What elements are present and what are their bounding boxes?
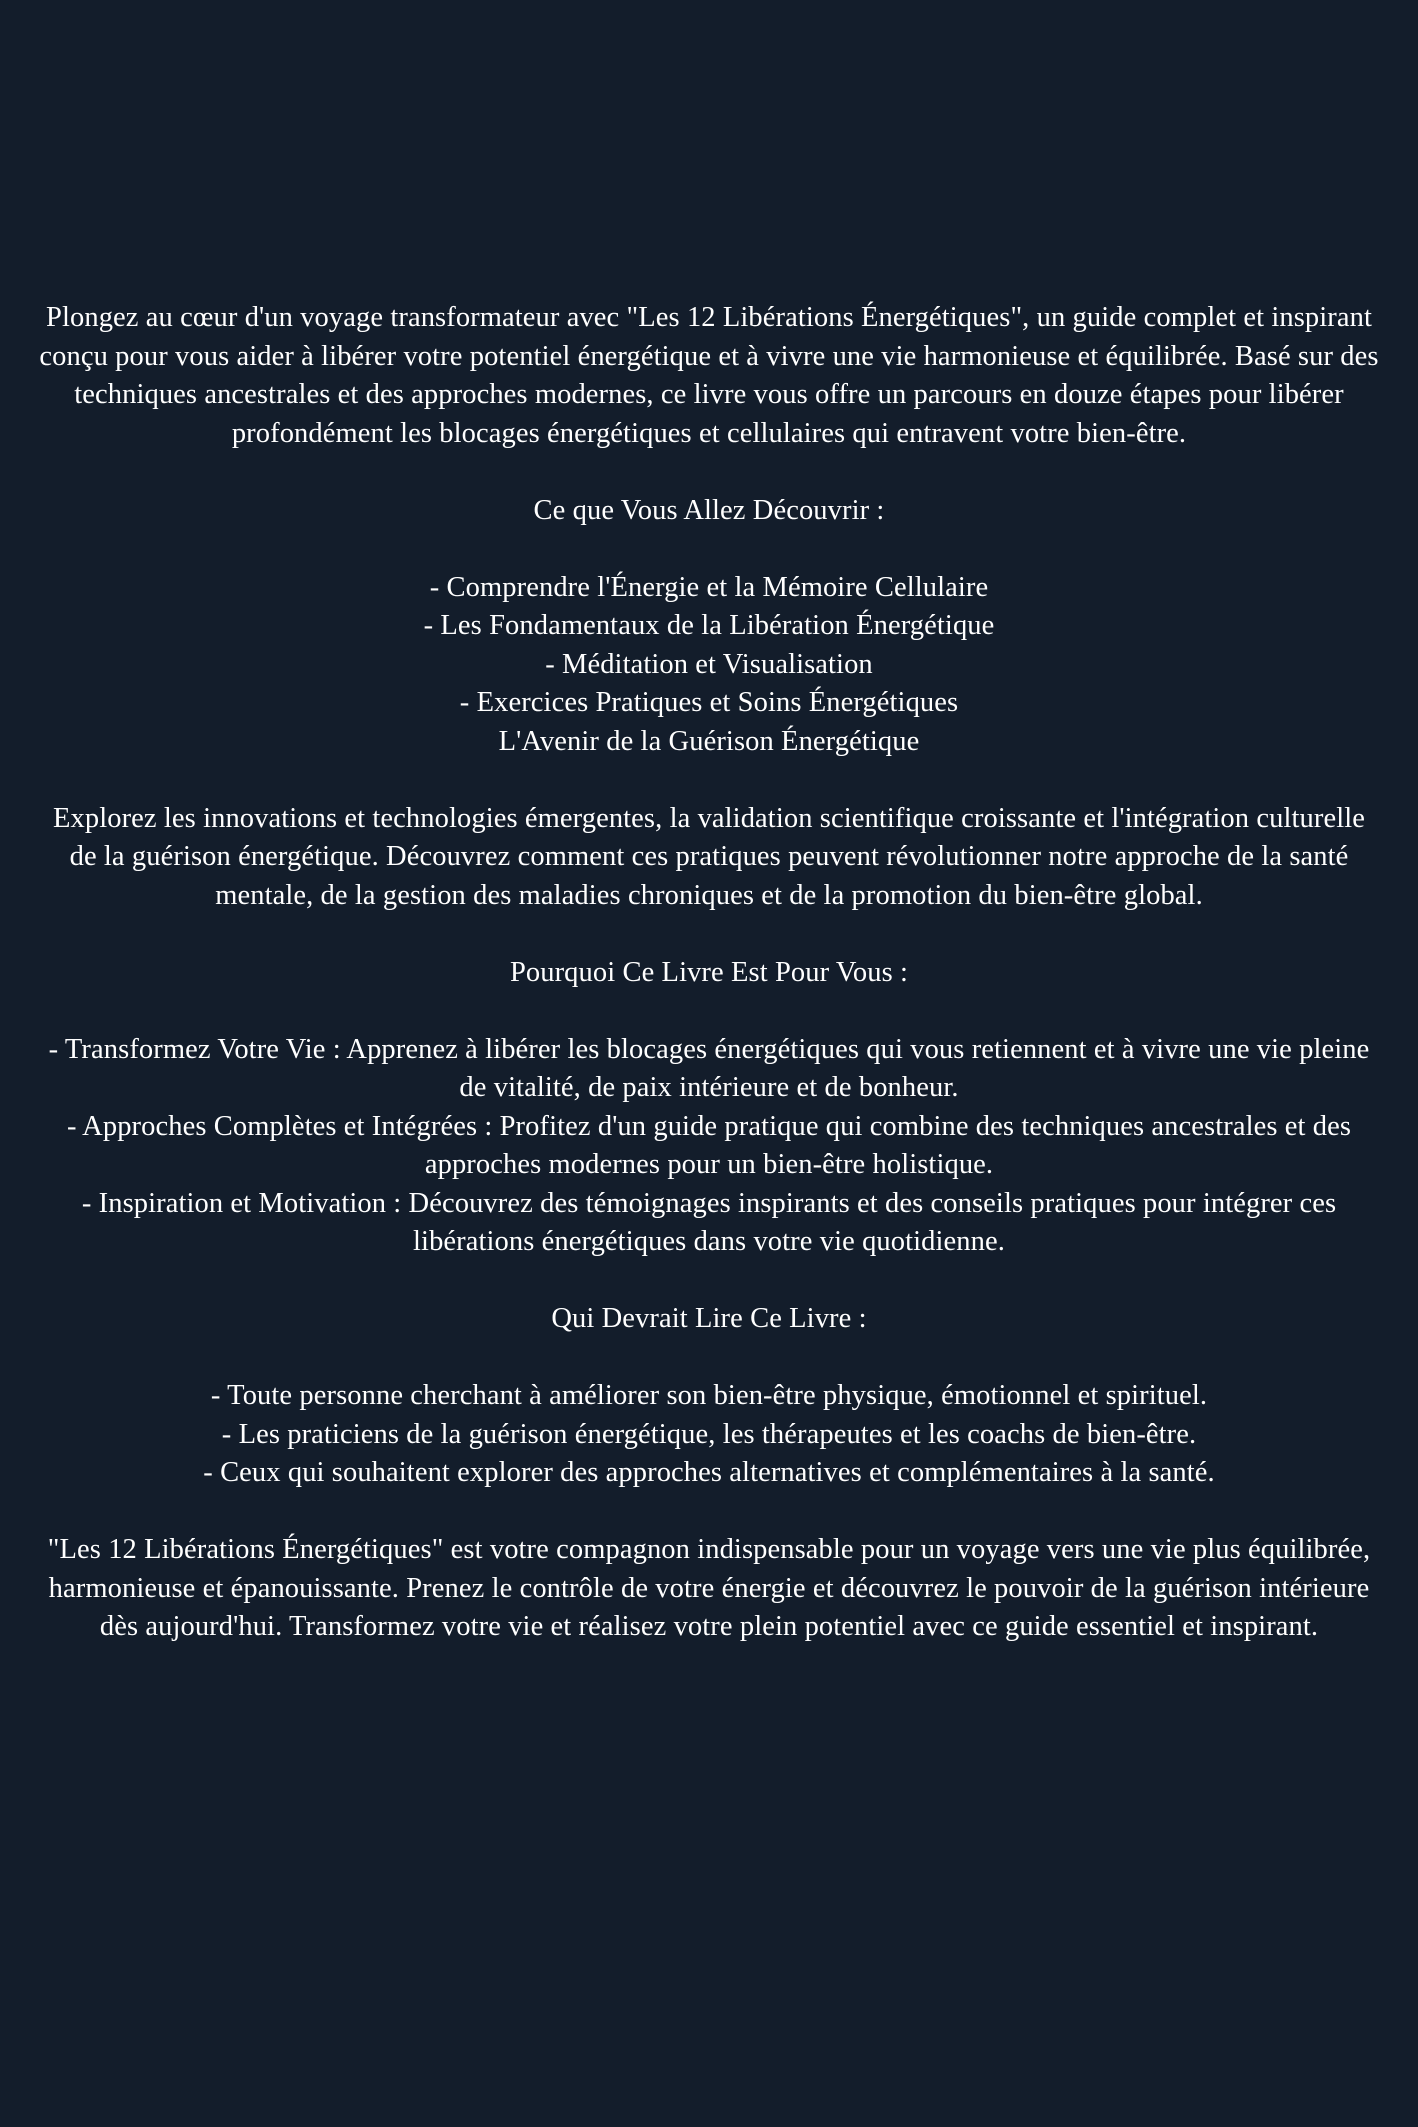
list-item: - Toute personne cherchant à améliorer son bien-être physique, émotionnel et spirituel. (210, 1380, 1208, 1411)
explore-paragraph: Explorez les innovations et technologies émergentes, la validation scientifique croissante et l'intégration culturelle de la guérison énergétique. Découvrez comment ces pratiques peuvent révolutionner notre approche de la santé mentale, de la gestion des maladies chroniques et de la promotion du bien-être global. (53, 802, 1365, 911)
list-item: L'Avenir de la Guérison Énergétique (498, 725, 920, 757)
discover-heading: Ce que Vous Allez Découvrir : (533, 494, 885, 526)
who-heading: Qui Devrait Lire Ce Livre : (551, 1303, 867, 1334)
list-item: - Transformez Votre Vie : Apprenez à libérer les blocages énergétiques qui vous retiennent et à vivre une vie pleine de vitalité, de paix intérieure et de bonheur. (48, 1033, 1370, 1103)
list-item: - Approches Complètes et Intégrées : Profitez d'un guide pratique qui combine des techniques ancestrales et des approches modernes pour un bien-être holistique. (66, 1110, 1352, 1180)
list-item: - Les praticiens de la guérison énergétique, les thérapeutes et les coachs de bien-être. (221, 1418, 1197, 1450)
book-description (36, 299, 1382, 1647)
closing-paragraph: "Les 12 Libérations Énergétiques" est votre compagnon indispensable pour un voyage vers une vie plus équilibrée, harmonieuse et épanouissante. Prenez le contrôle de votre énergie et découvrez le pouvoir de la guérison intérieure dès aujourd'hui. Transformez votre vie et réalisez votre plein potentiel avec ce guide essentiel et inspirant. (47, 1534, 1371, 1642)
list-item: - Inspiration et Motivation : Découvrez des témoignages inspirants et des conseils pratiques pour intégrer ces libérations énergétiques dans votre vie quotidienne. (81, 1187, 1337, 1257)
list-item: - Comprendre l'Énergie et la Mémoire Cellulaire (429, 571, 989, 603)
intro-paragraph: Plongez au cœur d'un voyage transformateur avec "Les 12 Libérations Énergétiques", un guide complet et inspirant conçu pour vous aider à libérer votre potentiel énergétique et à vivre une vie harmonieuse et équilibrée. Basé sur des techniques ancestrales et des approches modernes, ce livre vous offre un parcours en douze étapes pour libérer profondément les blocages énergétiques et cellulaires qui entravent votre bien-être. (39, 302, 1379, 449)
discover-list (36, 569, 1382, 762)
why-list (36, 1031, 1382, 1262)
who-list (36, 1377, 1382, 1493)
list-item: - Les Fondamentaux de la Libération Énergétique (423, 610, 995, 641)
list-item: - Méditation et Visualisation (545, 648, 873, 680)
list-item: - Exercices Pratiques et Soins Énergétiques (459, 687, 959, 718)
list-item: - Ceux qui souhaitent explorer des approches alternatives et complémentaires à la santé. (203, 1457, 1215, 1488)
why-heading: Pourquoi Ce Livre Est Pour Vous : (509, 956, 909, 988)
